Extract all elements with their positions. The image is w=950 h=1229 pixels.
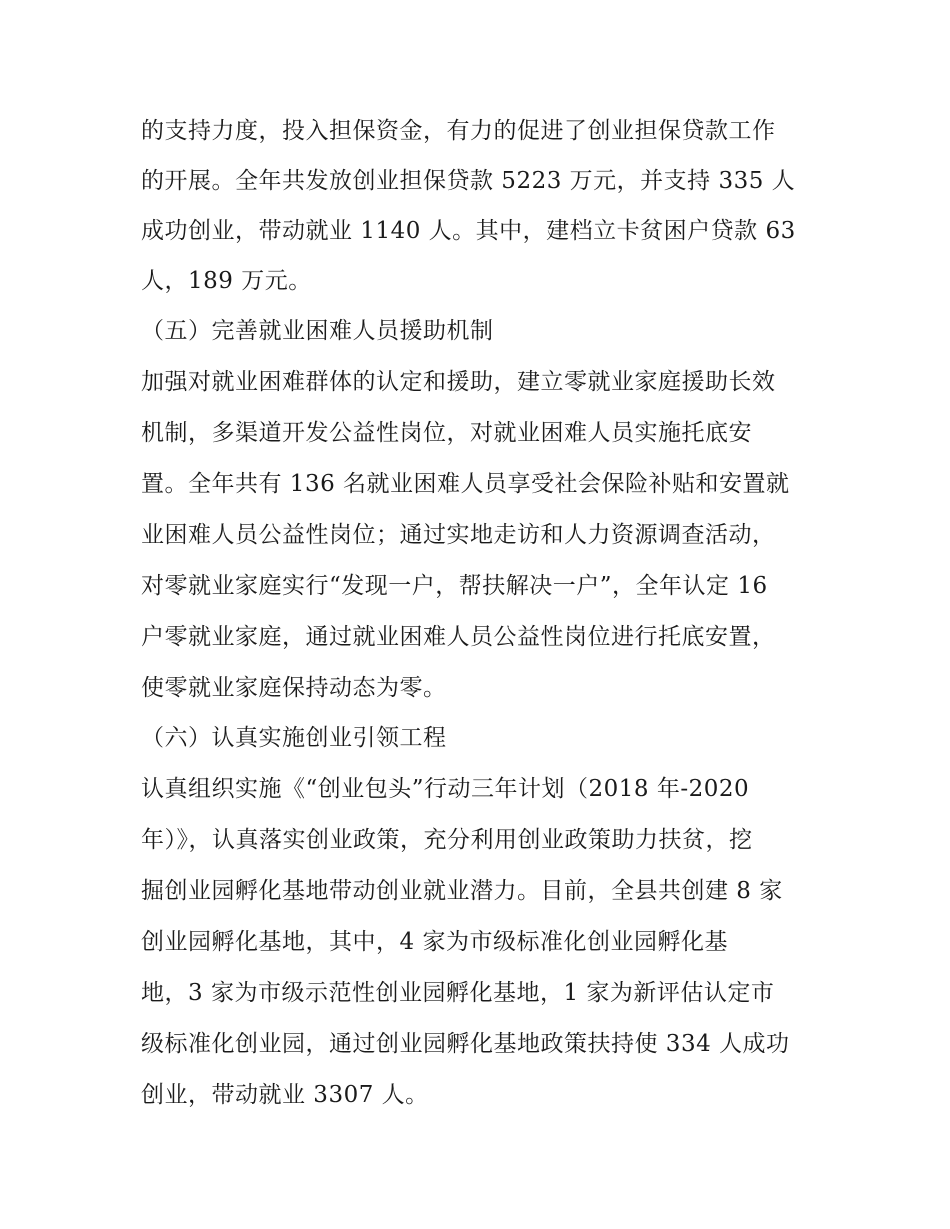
- text-line: 机制，多渠道开发公益性岗位，对就业困难人员实施托底安: [141, 420, 752, 446]
- text-line: 认真组织实施《“创业包头”行动三年计划（2018 年-2020: [141, 776, 750, 802]
- text-line: 的支持力度，投入担保资金，有力的促进了创业担保贷款工作: [141, 118, 776, 144]
- text-line: 加强对就业困难群体的认定和援助，建立零就业家庭援助长效: [141, 369, 776, 395]
- text-line: 地，3 家为市级示范性创业园孵化基地，1 家为新评估认定市: [141, 980, 775, 1006]
- text-line: 的开展。全年共发放创业担保贷款 5223 万元，并支持 335 人: [141, 168, 796, 194]
- text-line: 掘创业园孵化基地带动创业就业潜力。目前，全县共创建 8 家: [141, 878, 783, 904]
- text-line: 业困难人员公益性岗位；通过实地走访和人力资源调查活动，: [141, 522, 776, 548]
- text-line: 对零就业家庭实行“发现一户，帮扶解决一户”，全年认定 16: [141, 573, 768, 599]
- text-line: 创业，带动就业 3307 人。: [141, 1082, 429, 1108]
- text-line: 置。全年共有 136 名就业困难人员享受社会保险补贴和安置就: [141, 471, 790, 497]
- text-line: 人，189 万元。: [141, 268, 312, 294]
- text-line: 成功创业，带动就业 1140 人。其中，建档立卡贫困户贷款 63: [141, 218, 796, 244]
- text-line: 创业园孵化基地，其中，4 家为市级标准化创业园孵化基: [141, 929, 728, 955]
- text-line: 户零就业家庭，通过就业困难人员公益性岗位进行托底安置，: [141, 624, 776, 650]
- section-heading: （五）完善就业困难人员援助机制: [141, 318, 494, 344]
- text-line: 使零就业家庭保持动态为零。: [141, 675, 447, 701]
- section-heading: （六）认真实施创业引领工程: [141, 725, 447, 751]
- text-line: 年）》，认真落实创业政策，充分利用创业政策助力扶贫，挖: [141, 827, 753, 853]
- text-line: 级标准化创业园，通过创业园孵化基地政策扶持使 334 人成功: [141, 1031, 790, 1057]
